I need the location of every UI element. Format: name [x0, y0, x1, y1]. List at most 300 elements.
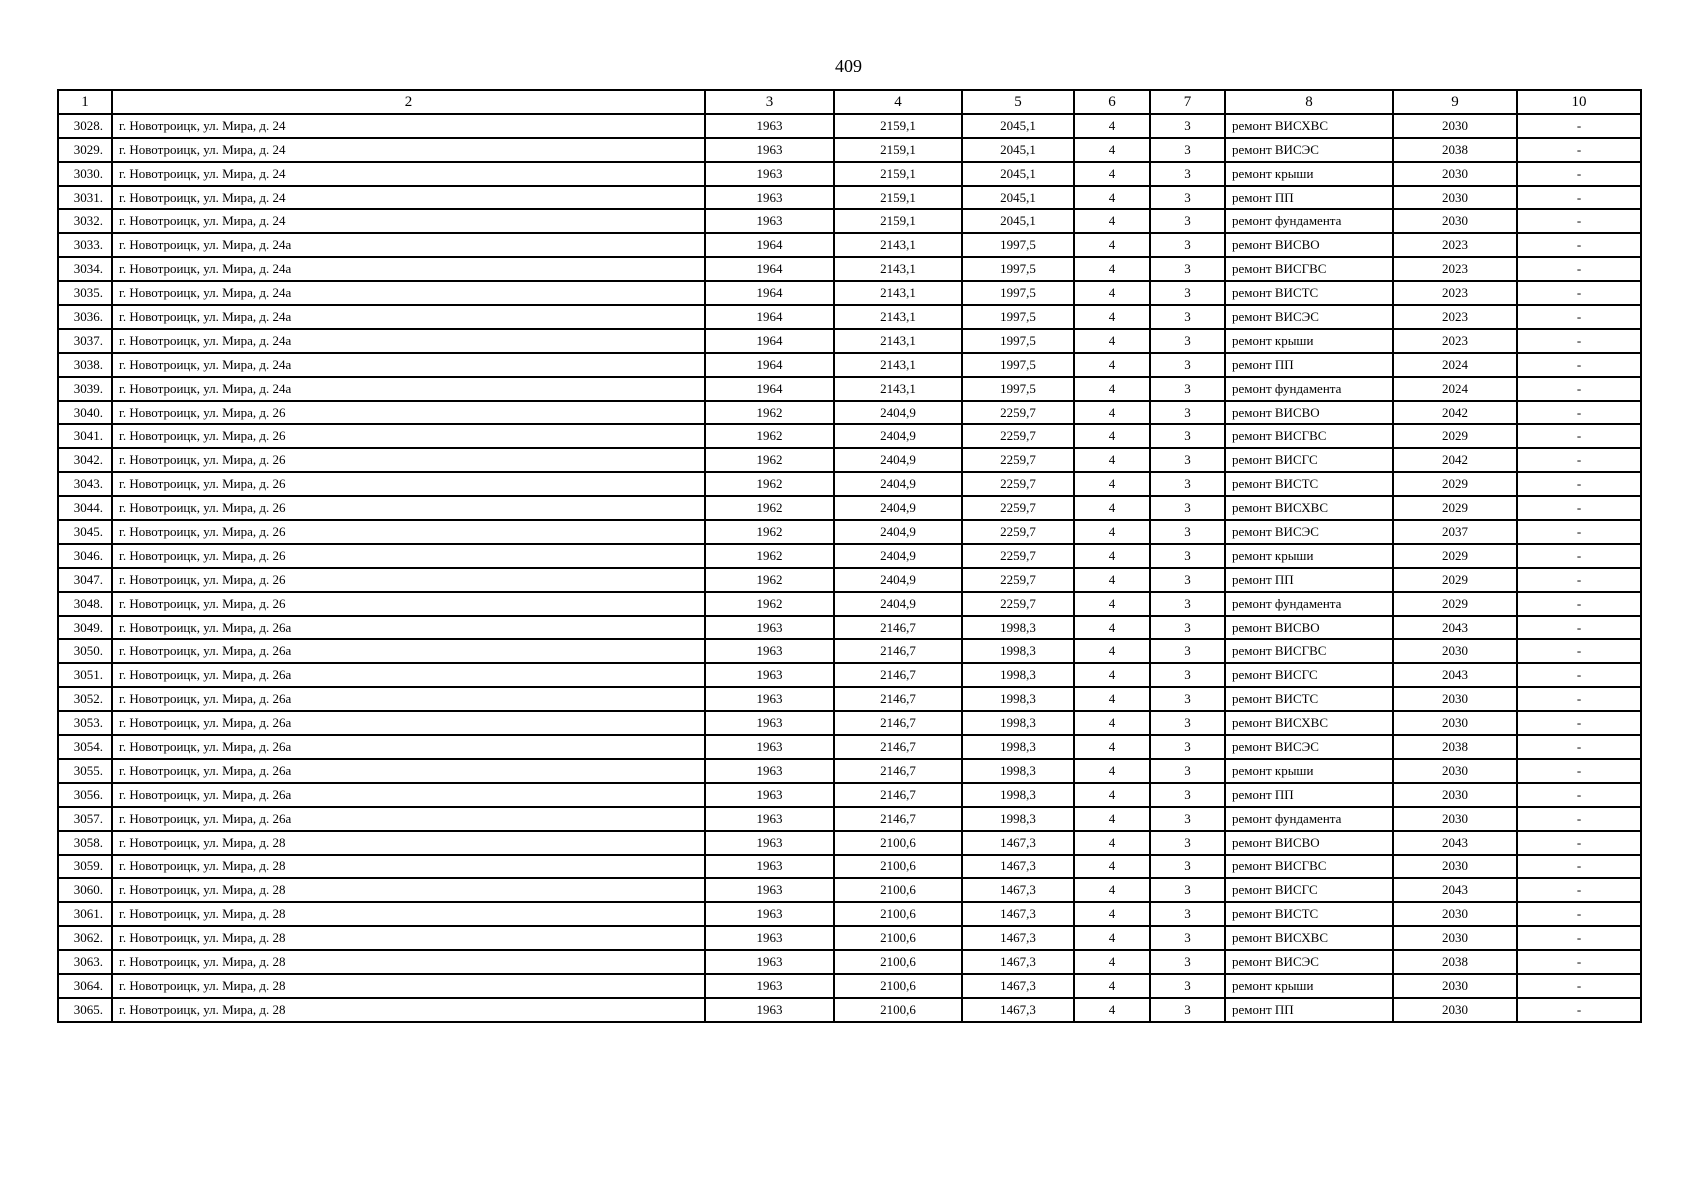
floors-cell: 4 — [1074, 568, 1150, 592]
work-type-cell: ремонт ВИСГВС — [1225, 639, 1393, 663]
address-cell: г. Новотроицк, ул. Мира, д. 26а — [112, 711, 705, 735]
table-row — [58, 496, 1641, 520]
floors-cell: 4 — [1074, 281, 1150, 305]
row-number-cell: 3062. — [58, 926, 112, 950]
table-row — [58, 687, 1641, 711]
column-header-4: 4 — [834, 90, 962, 114]
row-number-cell: 3054. — [58, 735, 112, 759]
table-row — [58, 257, 1641, 281]
entrances-cell: 3 — [1150, 616, 1225, 640]
row-number-cell: 3058. — [58, 831, 112, 855]
work-type-cell: ремонт ВИСВО — [1225, 233, 1393, 257]
row-number-cell: 3042. — [58, 448, 112, 472]
work-type-cell: ремонт ВИСХВС — [1225, 926, 1393, 950]
work-type-cell: ремонт фундамента — [1225, 592, 1393, 616]
entrances-cell: 3 — [1150, 950, 1225, 974]
floors-cell: 4 — [1074, 448, 1150, 472]
note-cell: - — [1517, 855, 1641, 879]
row-number-cell: 3037. — [58, 329, 112, 353]
table-row — [58, 329, 1641, 353]
table-header — [58, 90, 1641, 114]
note-cell: - — [1517, 257, 1641, 281]
floors-cell: 4 — [1074, 926, 1150, 950]
floors-cell: 4 — [1074, 209, 1150, 233]
note-cell: - — [1517, 807, 1641, 831]
entrances-cell: 3 — [1150, 448, 1225, 472]
work-type-cell: ремонт ПП — [1225, 353, 1393, 377]
build-year-cell: 1963 — [705, 186, 834, 210]
floors-cell: 4 — [1074, 902, 1150, 926]
table-row — [58, 424, 1641, 448]
column-header-3: 3 — [705, 90, 834, 114]
table-row — [58, 568, 1641, 592]
table-row — [58, 616, 1641, 640]
build-year-cell: 1962 — [705, 568, 834, 592]
row-number-cell: 3031. — [58, 186, 112, 210]
entrances-cell: 3 — [1150, 353, 1225, 377]
row-number-cell: 3038. — [58, 353, 112, 377]
build-year-cell: 1962 — [705, 544, 834, 568]
address-cell: г. Новотроицк, ул. Мира, д. 26 — [112, 496, 705, 520]
address-cell: г. Новотроицк, ул. Мира, д. 24а — [112, 305, 705, 329]
entrances-cell: 3 — [1150, 831, 1225, 855]
row-number-cell: 3065. — [58, 998, 112, 1022]
build-year-cell: 1964 — [705, 281, 834, 305]
work-type-cell: ремонт фундамента — [1225, 807, 1393, 831]
build-year-cell: 1964 — [705, 377, 834, 401]
living-area-cell: 2045,1 — [962, 114, 1074, 138]
living-area-cell: 1997,5 — [962, 353, 1074, 377]
living-area-cell: 2259,7 — [962, 401, 1074, 425]
table-row — [58, 950, 1641, 974]
entrances-cell: 3 — [1150, 162, 1225, 186]
plan-year-cell: 2023 — [1393, 233, 1517, 257]
address-cell: г. Новотроицк, ул. Мира, д. 26а — [112, 783, 705, 807]
build-year-cell: 1962 — [705, 448, 834, 472]
table-row — [58, 162, 1641, 186]
plan-year-cell: 2038 — [1393, 950, 1517, 974]
work-type-cell: ремонт крыши — [1225, 544, 1393, 568]
total-area-cell: 2404,9 — [834, 424, 962, 448]
living-area-cell: 2259,7 — [962, 448, 1074, 472]
plan-year-cell: 2042 — [1393, 401, 1517, 425]
work-type-cell: ремонт ВИСГВС — [1225, 424, 1393, 448]
note-cell: - — [1517, 162, 1641, 186]
note-cell: - — [1517, 329, 1641, 353]
floors-cell: 4 — [1074, 257, 1150, 281]
column-header-10: 10 — [1517, 90, 1641, 114]
living-area-cell: 1998,3 — [962, 687, 1074, 711]
work-type-cell: ремонт ВИСЭС — [1225, 735, 1393, 759]
note-cell: - — [1517, 353, 1641, 377]
note-cell: - — [1517, 687, 1641, 711]
living-area-cell: 1998,3 — [962, 759, 1074, 783]
total-area-cell: 2100,6 — [834, 926, 962, 950]
build-year-cell: 1963 — [705, 114, 834, 138]
total-area-cell: 2146,7 — [834, 711, 962, 735]
floors-cell: 4 — [1074, 592, 1150, 616]
row-number-cell: 3051. — [58, 663, 112, 687]
address-cell: г. Новотроицк, ул. Мира, д. 26а — [112, 639, 705, 663]
living-area-cell: 1997,5 — [962, 281, 1074, 305]
living-area-cell: 1467,3 — [962, 878, 1074, 902]
address-cell: г. Новотроицк, ул. Мира, д. 26 — [112, 592, 705, 616]
total-area-cell: 2404,9 — [834, 568, 962, 592]
address-cell: г. Новотроицк, ул. Мира, д. 26а — [112, 807, 705, 831]
table-row — [58, 663, 1641, 687]
row-number-cell: 3049. — [58, 616, 112, 640]
plan-year-cell: 2030 — [1393, 114, 1517, 138]
table-row — [58, 926, 1641, 950]
entrances-cell: 3 — [1150, 233, 1225, 257]
floors-cell: 4 — [1074, 998, 1150, 1022]
total-area-cell: 2404,9 — [834, 472, 962, 496]
address-cell: г. Новотроицк, ул. Мира, д. 26 — [112, 520, 705, 544]
repair-schedule-table — [57, 89, 1642, 1023]
entrances-cell: 3 — [1150, 186, 1225, 210]
total-area-cell: 2404,9 — [834, 401, 962, 425]
table-row — [58, 735, 1641, 759]
floors-cell: 4 — [1074, 711, 1150, 735]
note-cell: - — [1517, 735, 1641, 759]
entrances-cell: 3 — [1150, 998, 1225, 1022]
table-row — [58, 592, 1641, 616]
column-header-7: 7 — [1150, 90, 1225, 114]
table-row — [58, 305, 1641, 329]
row-number-cell: 3046. — [58, 544, 112, 568]
address-cell: г. Новотроицк, ул. Мира, д. 24а — [112, 281, 705, 305]
living-area-cell: 1467,3 — [962, 998, 1074, 1022]
entrances-cell: 3 — [1150, 138, 1225, 162]
total-area-cell: 2100,6 — [834, 878, 962, 902]
build-year-cell: 1964 — [705, 257, 834, 281]
work-type-cell: ремонт крыши — [1225, 974, 1393, 998]
living-area-cell: 2045,1 — [962, 138, 1074, 162]
work-type-cell: ремонт ВИСЭС — [1225, 520, 1393, 544]
work-type-cell: ремонт ВИСЭС — [1225, 138, 1393, 162]
plan-year-cell: 2043 — [1393, 831, 1517, 855]
work-type-cell: ремонт ПП — [1225, 783, 1393, 807]
row-number-cell: 3039. — [58, 377, 112, 401]
row-number-cell: 3045. — [58, 520, 112, 544]
build-year-cell: 1963 — [705, 711, 834, 735]
row-number-cell: 3040. — [58, 401, 112, 425]
build-year-cell: 1963 — [705, 735, 834, 759]
plan-year-cell: 2029 — [1393, 424, 1517, 448]
entrances-cell: 3 — [1150, 114, 1225, 138]
work-type-cell: ремонт фундамента — [1225, 377, 1393, 401]
total-area-cell: 2404,9 — [834, 592, 962, 616]
living-area-cell: 1998,3 — [962, 783, 1074, 807]
table-row — [58, 998, 1641, 1022]
row-number-cell: 3053. — [58, 711, 112, 735]
row-number-cell: 3047. — [58, 568, 112, 592]
row-number-cell: 3063. — [58, 950, 112, 974]
work-type-cell: ремонт крыши — [1225, 162, 1393, 186]
entrances-cell: 3 — [1150, 663, 1225, 687]
note-cell: - — [1517, 974, 1641, 998]
total-area-cell: 2100,6 — [834, 974, 962, 998]
plan-year-cell: 2030 — [1393, 926, 1517, 950]
entrances-cell: 3 — [1150, 472, 1225, 496]
note-cell: - — [1517, 281, 1641, 305]
living-area-cell: 1997,5 — [962, 329, 1074, 353]
row-number-cell: 3050. — [58, 639, 112, 663]
plan-year-cell: 2029 — [1393, 568, 1517, 592]
address-cell: г. Новотроицк, ул. Мира, д. 26 — [112, 568, 705, 592]
note-cell: - — [1517, 831, 1641, 855]
living-area-cell: 1998,3 — [962, 807, 1074, 831]
floors-cell: 4 — [1074, 377, 1150, 401]
floors-cell: 4 — [1074, 878, 1150, 902]
living-area-cell: 2259,7 — [962, 544, 1074, 568]
note-cell: - — [1517, 878, 1641, 902]
build-year-cell: 1963 — [705, 974, 834, 998]
note-cell: - — [1517, 759, 1641, 783]
table-row — [58, 855, 1641, 879]
work-type-cell: ремонт ВИСЭС — [1225, 950, 1393, 974]
living-area-cell: 1467,3 — [962, 831, 1074, 855]
floors-cell: 4 — [1074, 305, 1150, 329]
table-row — [58, 353, 1641, 377]
note-cell: - — [1517, 592, 1641, 616]
address-cell: г. Новотроицк, ул. Мира, д. 26 — [112, 401, 705, 425]
address-cell: г. Новотроицк, ул. Мира, д. 26а — [112, 663, 705, 687]
build-year-cell: 1962 — [705, 592, 834, 616]
entrances-cell: 3 — [1150, 305, 1225, 329]
address-cell: г. Новотроицк, ул. Мира, д. 24 — [112, 138, 705, 162]
plan-year-cell: 2037 — [1393, 520, 1517, 544]
living-area-cell: 1997,5 — [962, 377, 1074, 401]
row-number-cell: 3034. — [58, 257, 112, 281]
living-area-cell: 2045,1 — [962, 209, 1074, 233]
living-area-cell: 2259,7 — [962, 496, 1074, 520]
floors-cell: 4 — [1074, 663, 1150, 687]
total-area-cell: 2146,7 — [834, 687, 962, 711]
plan-year-cell: 2023 — [1393, 305, 1517, 329]
floors-cell: 4 — [1074, 472, 1150, 496]
work-type-cell: ремонт ВИСГС — [1225, 663, 1393, 687]
entrances-cell: 3 — [1150, 902, 1225, 926]
total-area-cell: 2146,7 — [834, 759, 962, 783]
total-area-cell: 2404,9 — [834, 448, 962, 472]
plan-year-cell: 2030 — [1393, 711, 1517, 735]
build-year-cell: 1963 — [705, 138, 834, 162]
address-cell: г. Новотроицк, ул. Мира, д. 26а — [112, 735, 705, 759]
column-header-6: 6 — [1074, 90, 1150, 114]
plan-year-cell: 2043 — [1393, 878, 1517, 902]
note-cell: - — [1517, 472, 1641, 496]
plan-year-cell: 2023 — [1393, 281, 1517, 305]
table-row — [58, 448, 1641, 472]
entrances-cell: 3 — [1150, 329, 1225, 353]
note-cell: - — [1517, 448, 1641, 472]
living-area-cell: 2259,7 — [962, 592, 1074, 616]
plan-year-cell: 2030 — [1393, 639, 1517, 663]
living-area-cell: 1997,5 — [962, 257, 1074, 281]
address-cell: г. Новотроицк, ул. Мира, д. 28 — [112, 902, 705, 926]
note-cell: - — [1517, 401, 1641, 425]
work-type-cell: ремонт ВИСВО — [1225, 401, 1393, 425]
floors-cell: 4 — [1074, 974, 1150, 998]
address-cell: г. Новотроицк, ул. Мира, д. 26а — [112, 616, 705, 640]
entrances-cell: 3 — [1150, 209, 1225, 233]
table-row — [58, 233, 1641, 257]
plan-year-cell: 2030 — [1393, 998, 1517, 1022]
total-area-cell: 2159,1 — [834, 209, 962, 233]
living-area-cell: 2259,7 — [962, 520, 1074, 544]
plan-year-cell: 2030 — [1393, 783, 1517, 807]
floors-cell: 4 — [1074, 950, 1150, 974]
work-type-cell: ремонт ВИСГС — [1225, 448, 1393, 472]
work-type-cell: ремонт ВИСТС — [1225, 902, 1393, 926]
table-row — [58, 831, 1641, 855]
entrances-cell: 3 — [1150, 568, 1225, 592]
plan-year-cell: 2024 — [1393, 353, 1517, 377]
living-area-cell: 1998,3 — [962, 639, 1074, 663]
entrances-cell: 3 — [1150, 520, 1225, 544]
table-row — [58, 807, 1641, 831]
plan-year-cell: 2030 — [1393, 807, 1517, 831]
living-area-cell: 2259,7 — [962, 568, 1074, 592]
floors-cell: 4 — [1074, 329, 1150, 353]
entrances-cell: 3 — [1150, 759, 1225, 783]
table-row — [58, 377, 1641, 401]
plan-year-cell: 2030 — [1393, 687, 1517, 711]
work-type-cell: ремонт ВИСГВС — [1225, 855, 1393, 879]
total-area-cell: 2146,7 — [834, 639, 962, 663]
row-number-cell: 3048. — [58, 592, 112, 616]
total-area-cell: 2146,7 — [834, 616, 962, 640]
table-row — [58, 902, 1641, 926]
work-type-cell: ремонт ВИСТС — [1225, 687, 1393, 711]
address-cell: г. Новотроицк, ул. Мира, д. 28 — [112, 950, 705, 974]
plan-year-cell: 2030 — [1393, 855, 1517, 879]
table-row — [58, 711, 1641, 735]
total-area-cell: 2404,9 — [834, 496, 962, 520]
floors-cell: 4 — [1074, 639, 1150, 663]
note-cell: - — [1517, 424, 1641, 448]
plan-year-cell: 2030 — [1393, 759, 1517, 783]
build-year-cell: 1962 — [705, 401, 834, 425]
total-area-cell: 2143,1 — [834, 377, 962, 401]
table-row — [58, 639, 1641, 663]
floors-cell: 4 — [1074, 401, 1150, 425]
row-number-cell: 3033. — [58, 233, 112, 257]
floors-cell: 4 — [1074, 424, 1150, 448]
note-cell: - — [1517, 663, 1641, 687]
note-cell: - — [1517, 950, 1641, 974]
note-cell: - — [1517, 114, 1641, 138]
entrances-cell: 3 — [1150, 592, 1225, 616]
work-type-cell: ремонт фундамента — [1225, 209, 1393, 233]
table-row — [58, 401, 1641, 425]
address-cell: г. Новотроицк, ул. Мира, д. 26 — [112, 472, 705, 496]
floors-cell: 4 — [1074, 759, 1150, 783]
note-cell: - — [1517, 998, 1641, 1022]
total-area-cell: 2143,1 — [834, 305, 962, 329]
note-cell: - — [1517, 138, 1641, 162]
column-header-5: 5 — [962, 90, 1074, 114]
floors-cell: 4 — [1074, 807, 1150, 831]
entrances-cell: 3 — [1150, 878, 1225, 902]
work-type-cell: ремонт крыши — [1225, 759, 1393, 783]
work-type-cell: ремонт ВИСВО — [1225, 616, 1393, 640]
note-cell: - — [1517, 520, 1641, 544]
table-row — [58, 783, 1641, 807]
row-number-cell: 3059. — [58, 855, 112, 879]
work-type-cell: ремонт крыши — [1225, 329, 1393, 353]
row-number-cell: 3061. — [58, 902, 112, 926]
row-number-cell: 3060. — [58, 878, 112, 902]
address-cell: г. Новотроицк, ул. Мира, д. 26 — [112, 544, 705, 568]
work-type-cell: ремонт ВИСХВС — [1225, 114, 1393, 138]
header-row — [58, 90, 1641, 114]
work-type-cell: ремонт ВИСВО — [1225, 831, 1393, 855]
row-number-cell: 3036. — [58, 305, 112, 329]
entrances-cell: 3 — [1150, 687, 1225, 711]
plan-year-cell: 2024 — [1393, 377, 1517, 401]
total-area-cell: 2404,9 — [834, 544, 962, 568]
address-cell: г. Новотроицк, ул. Мира, д. 26 — [112, 448, 705, 472]
page-number: 409 — [835, 56, 862, 76]
note-cell: - — [1517, 377, 1641, 401]
total-area-cell: 2143,1 — [834, 353, 962, 377]
floors-cell: 4 — [1074, 233, 1150, 257]
work-type-cell: ремонт ВИСГВС — [1225, 257, 1393, 281]
total-area-cell: 2159,1 — [834, 186, 962, 210]
row-number-cell: 3043. — [58, 472, 112, 496]
address-cell: г. Новотроицк, ул. Мира, д. 26 — [112, 424, 705, 448]
floors-cell: 4 — [1074, 687, 1150, 711]
floors-cell: 4 — [1074, 735, 1150, 759]
total-area-cell: 2146,7 — [834, 735, 962, 759]
entrances-cell: 3 — [1150, 735, 1225, 759]
total-area-cell: 2159,1 — [834, 114, 962, 138]
table-row — [58, 878, 1641, 902]
plan-year-cell: 2029 — [1393, 472, 1517, 496]
build-year-cell: 1963 — [705, 950, 834, 974]
living-area-cell: 2045,1 — [962, 162, 1074, 186]
table-row — [58, 544, 1641, 568]
build-year-cell: 1962 — [705, 496, 834, 520]
living-area-cell: 1998,3 — [962, 735, 1074, 759]
build-year-cell: 1963 — [705, 162, 834, 186]
total-area-cell: 2143,1 — [834, 233, 962, 257]
build-year-cell: 1963 — [705, 663, 834, 687]
note-cell: - — [1517, 568, 1641, 592]
total-area-cell: 2100,6 — [834, 998, 962, 1022]
living-area-cell: 1467,3 — [962, 855, 1074, 879]
note-cell: - — [1517, 926, 1641, 950]
build-year-cell: 1963 — [705, 807, 834, 831]
total-area-cell: 2100,6 — [834, 902, 962, 926]
plan-year-cell: 2030 — [1393, 162, 1517, 186]
table-row — [58, 472, 1641, 496]
note-cell: - — [1517, 186, 1641, 210]
address-cell: г. Новотроицк, ул. Мира, д. 28 — [112, 878, 705, 902]
plan-year-cell: 2029 — [1393, 592, 1517, 616]
note-cell: - — [1517, 233, 1641, 257]
address-cell: г. Новотроицк, ул. Мира, д. 28 — [112, 855, 705, 879]
table-row — [58, 186, 1641, 210]
table-row — [58, 281, 1641, 305]
column-header-8: 8 — [1225, 90, 1393, 114]
entrances-cell: 3 — [1150, 496, 1225, 520]
row-number-cell: 3057. — [58, 807, 112, 831]
address-cell: г. Новотроицк, ул. Мира, д. 28 — [112, 831, 705, 855]
build-year-cell: 1964 — [705, 305, 834, 329]
